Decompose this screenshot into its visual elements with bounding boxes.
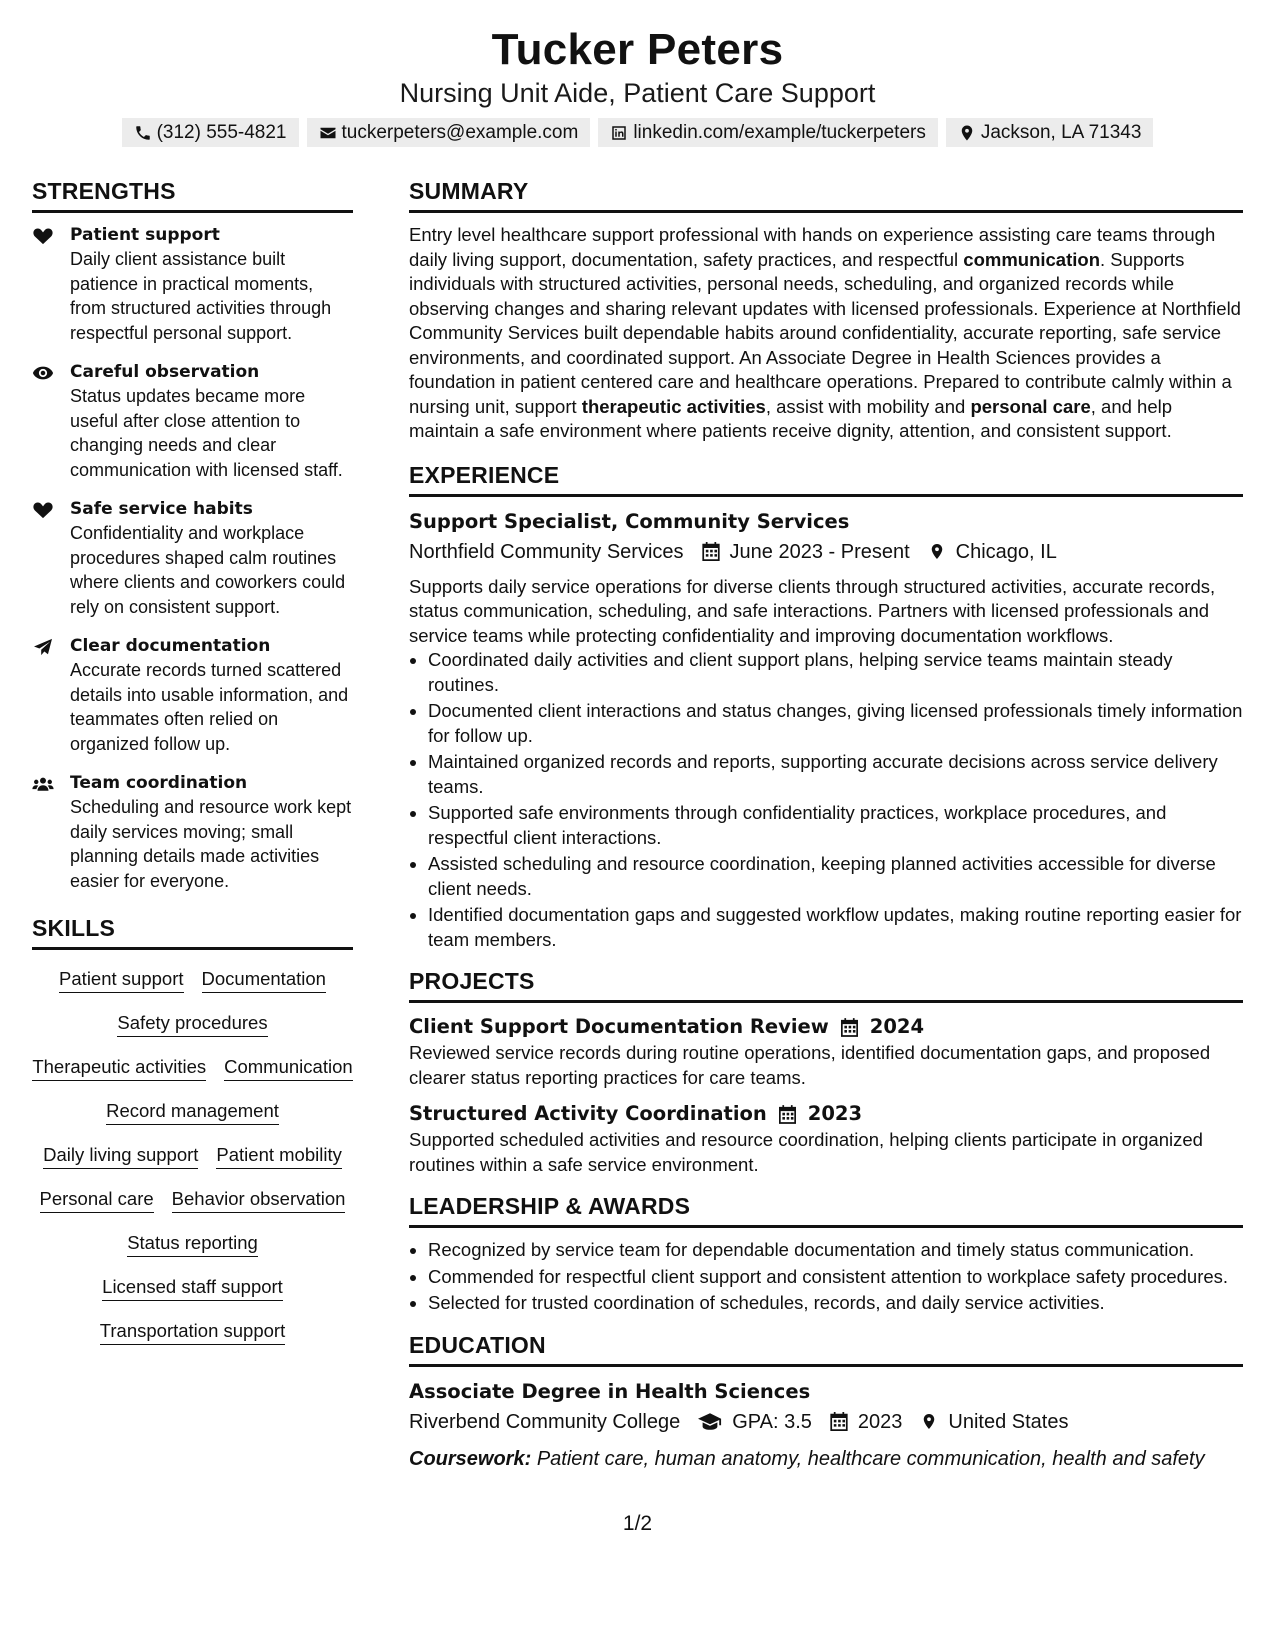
strength-item bbox=[32, 223, 353, 345]
project-year: 2024 bbox=[869, 1015, 925, 1038]
project-header bbox=[409, 1013, 1243, 1041]
summary-bold: therapeutic activities bbox=[581, 395, 766, 417]
strength-title: Careful observation bbox=[70, 362, 260, 382]
resume-header bbox=[0, 24, 1275, 147]
contact-email-text: tuckerpeters@example.com bbox=[341, 121, 579, 143]
school-location: United States bbox=[948, 1410, 1069, 1433]
gpa: GPA: 3.5 bbox=[732, 1410, 812, 1433]
list-item: • Commended for respectful client support and consistent attention to workplace safety procedures. bbox=[428, 1265, 1243, 1290]
list-item: • Supported safe environments through confidentiality practices, workplace procedures, and respectful client interactions. bbox=[428, 801, 1243, 850]
project-name: Structured Activity Coordination bbox=[409, 1102, 767, 1125]
job-company: Northfield Community Services bbox=[409, 540, 684, 563]
paper-plane-icon bbox=[32, 638, 54, 656]
skills-list bbox=[32, 966, 353, 1345]
calendar-icon bbox=[779, 1105, 796, 1124]
strength-item bbox=[32, 360, 353, 482]
job-description: Supports daily service operations for diverse clients through structured activities, accurate records, status communication, scheduling, and safe interactions. Partners with licensed professionals and service teams while protecting confidentiality and improving documentation workflows. bbox=[409, 575, 1216, 646]
strength-desc: Scheduling and resource work kept daily services moving; small planning details made activities easier for everyone. bbox=[70, 797, 352, 891]
skill-tag: Licensed staff support bbox=[102, 1274, 283, 1301]
job-bullets bbox=[409, 648, 1243, 952]
leadership-bullets bbox=[409, 1238, 1243, 1316]
skill-tag: Patient support bbox=[59, 966, 183, 993]
page-number: 1/2 bbox=[622, 1512, 653, 1535]
skill-tag: Record management bbox=[106, 1098, 279, 1125]
contact-bar bbox=[0, 118, 1275, 147]
job-dates: June 2023 - Present bbox=[729, 540, 910, 563]
strengths-heading: STRENGTHS bbox=[32, 176, 353, 213]
strength-title: Team coordination bbox=[70, 773, 248, 793]
right-column bbox=[409, 176, 1243, 1473]
job-title: Support Specialist, Community Services bbox=[409, 509, 850, 533]
summary-bold: communication bbox=[963, 248, 1100, 270]
projects-heading: PROJECTS bbox=[409, 966, 1243, 1003]
job-meta bbox=[409, 537, 1243, 567]
envelope-icon bbox=[319, 124, 337, 142]
users-icon bbox=[32, 775, 54, 793]
heart-icon bbox=[32, 227, 54, 245]
skill-tag: Documentation bbox=[202, 966, 326, 993]
skill-tag: Communication bbox=[224, 1054, 353, 1081]
strength-desc: Accurate records turned scattered details into usable information, and teammates often relied on organized follow up. bbox=[70, 660, 349, 754]
contact-location-text: Jackson, LA 71343 bbox=[980, 121, 1142, 143]
map-pin-icon bbox=[920, 1412, 938, 1431]
strength-title: Patient support bbox=[70, 225, 220, 245]
strength-title: Safe service habits bbox=[70, 499, 253, 519]
list-item: • Identified documentation gaps and suggested workflow updates, making routine reporting easier for team members. bbox=[428, 903, 1243, 952]
coursework-label: Coursework: bbox=[409, 1447, 532, 1470]
strength-desc: Daily client assistance built patience in practical moments, from structured activities through respectful personal support. bbox=[70, 249, 332, 343]
list-item: • Recognized by service team for dependable documentation and timely status communication. bbox=[428, 1238, 1243, 1263]
summary-part: Entry level healthcare support professional with hands on experience assisting care teams through daily living support, documentation, safety practices, and respectful bbox=[409, 224, 1216, 270]
strength-item bbox=[32, 497, 353, 619]
project-description: Supported scheduled activities and resource coordination, helping clients participate in organized routines within a safe service environment. bbox=[409, 1129, 1203, 1175]
calendar-icon bbox=[702, 542, 720, 561]
phone-icon bbox=[134, 124, 152, 142]
candidate-headline: Nursing Unit Aide, Patient Care Support bbox=[399, 78, 876, 108]
skill-tag: Status reporting bbox=[127, 1230, 258, 1257]
project-description: Reviewed service records during routine operations, identified documentation gaps, and proposed clearer status reporting practices for care teams. bbox=[409, 1042, 1211, 1088]
school-name: Riverbend Community College bbox=[409, 1410, 681, 1433]
heart-icon bbox=[32, 501, 54, 519]
summary-heading: SUMMARY bbox=[409, 176, 1243, 213]
summary-part: , and help maintain a safe environment where patients receive dignity, attention, and consistent support. bbox=[409, 395, 1173, 441]
strength-item bbox=[32, 771, 353, 893]
project-name: Client Support Documentation Review bbox=[409, 1015, 829, 1038]
list-item: • Coordinated daily activities and client support plans, helping service teams maintain steady routines. bbox=[428, 648, 1243, 697]
map-pin-icon bbox=[958, 124, 976, 142]
degree-title: Associate Degree in Health Sciences bbox=[409, 1379, 811, 1403]
skill-tag: Behavior observation bbox=[172, 1186, 346, 1213]
experience-heading: EXPERIENCE bbox=[409, 460, 1243, 497]
contact-phone-text: (312) 555-4821 bbox=[156, 121, 287, 143]
coursework-text: Patient care, human anatomy, healthcare communication, health and safety bbox=[536, 1447, 1205, 1470]
project-header bbox=[409, 1100, 1243, 1128]
map-pin-icon bbox=[928, 542, 946, 561]
skill-tag: Daily living support bbox=[43, 1142, 198, 1169]
left-column bbox=[32, 176, 353, 1345]
job-location: Chicago, IL bbox=[955, 540, 1057, 563]
calendar-icon bbox=[841, 1018, 858, 1037]
skill-tag: Personal care bbox=[40, 1186, 154, 1213]
list-item: • Assisted scheduling and resource coordination, keeping planned activities accessible for diverse client needs. bbox=[428, 852, 1243, 901]
strength-item bbox=[32, 634, 353, 756]
project-year: 2023 bbox=[807, 1102, 863, 1125]
skills-heading: SKILLS bbox=[32, 913, 353, 950]
eye-icon bbox=[32, 364, 54, 382]
skill-tag: Transportation support bbox=[100, 1318, 285, 1345]
strength-desc: Status updates became more useful after close attention to changing needs and clear communication with licensed staff. bbox=[70, 386, 343, 480]
list-item: • Documented client interactions and status changes, giving licensed professionals timely information for follow up. bbox=[428, 699, 1243, 748]
list-item: • Maintained organized records and reports, supporting accurate decisions across service delivery teams. bbox=[428, 750, 1243, 799]
summary-bold: personal care bbox=[970, 395, 1091, 417]
contact-location bbox=[946, 118, 1154, 147]
contact-email[interactable] bbox=[307, 118, 591, 147]
skill-tag: Safety procedures bbox=[117, 1010, 267, 1037]
strength-desc: Confidentiality and workplace procedures shaped calm routines where clients and coworkers could rely on consistent support. bbox=[70, 523, 346, 617]
graduation-year: 2023 bbox=[857, 1410, 903, 1433]
linkedin-icon bbox=[610, 124, 628, 142]
list-item: • Selected for trusted coordination of schedules, records, and daily service activities. bbox=[428, 1291, 1243, 1316]
graduation-cap-icon bbox=[698, 1412, 722, 1431]
education-meta bbox=[409, 1407, 1243, 1437]
contact-linkedin-text: linkedin.com/example/tuckerpeters bbox=[633, 121, 926, 143]
coursework bbox=[409, 1445, 1243, 1473]
strength-title: Clear documentation bbox=[70, 636, 271, 656]
leadership-heading: LEADERSHIP & AWARDS bbox=[409, 1191, 1243, 1228]
education-heading: EDUCATION bbox=[409, 1330, 1243, 1367]
summary-part: . Supports individuals with structured activities, personal needs, scheduling, and organized records while observing changes and sharing relevant updates with licensed professionals. Experience at Northfield Community Services built dependable habits around confidentiality, accurate reporting, safe service environments, and coordinated support. An Associate Degree in Health Sciences provides a foundation in patient centered care and healthcare operations. Prepared to contribute calmly within a nursing unit, support bbox=[409, 248, 1241, 417]
calendar-icon bbox=[830, 1412, 848, 1431]
summary-part: , assist with mobility and bbox=[765, 395, 971, 417]
contact-linkedin[interactable] bbox=[598, 118, 938, 147]
contact-phone[interactable] bbox=[122, 118, 299, 147]
summary-text bbox=[409, 223, 1243, 444]
skill-tag: Patient mobility bbox=[216, 1142, 341, 1169]
candidate-name: Tucker Peters bbox=[491, 25, 784, 74]
skill-tag: Therapeutic activities bbox=[32, 1054, 206, 1081]
